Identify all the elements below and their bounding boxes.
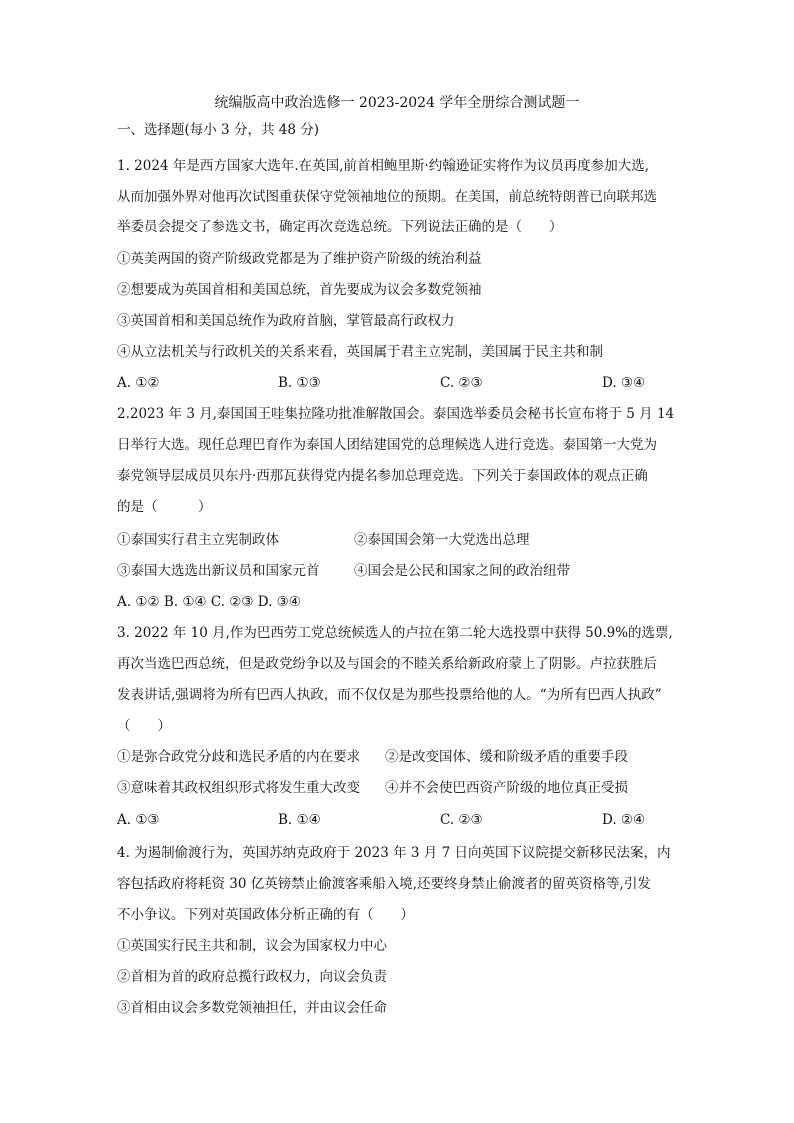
q1-stem-line: 举委员会提交了参选文书，确定再次竞选总统。下列说法正确的是（ ） (117, 219, 563, 235)
q3-stem-line: 3. 2022 年 10 月,作为巴西劳工党总统候选人的卢拉在第二轮大选投票中获得 50.9%的选票, (117, 625, 673, 641)
q2-stem-line: 泰党领导层成员贝东丹·西那瓦获得党内提名参加总理竞选。下列关于泰国政体的观点正确 (117, 468, 648, 484)
q4-statement: ②首相为首的政府总揽行政权力，向议会负责 (117, 969, 387, 985)
q3-stem-line: （ ） (117, 718, 171, 734)
section-heading: 一、选择题(每小 3 分，共 48 分) (117, 122, 319, 138)
q3-option-c: C. ②③ (440, 812, 483, 828)
q1-option-d: D. ③④ (602, 375, 646, 391)
q3-option-d: D. ②④ (602, 812, 646, 828)
q4-statement: ③首相由议会多数党领袖担任，并由议会任命 (117, 1000, 387, 1016)
q2-stem-line: 日举行大选。现任总理巴育作为泰国人团结建国党的总理候选人进行竞选。泰国第一大党为 (117, 437, 657, 453)
q1-option-a: A. ①② (117, 375, 160, 391)
q1-statement: ①英美两国的资产阶级政党都是为了维护资产阶级的统治利益 (117, 251, 482, 267)
q3-statement: ①是弥合政党分歧和选民矛盾的内在要求 (117, 749, 360, 765)
q2-statement: ④国会是公民和国家之间的政治纽带 (354, 563, 570, 579)
q3-statement: ③意味着其政权组织形式将发生重大改变 (117, 780, 360, 796)
q1-stem-line: 1. 2024 年是西方国家大选年.在英国,前首相鲍里斯·约翰逊证实将作为议员再度参加大选, (117, 158, 649, 174)
q1-statement: ④从立法机关与行政机关的关系来看，英国属于君主立宪制，美国属于民主共和制 (117, 344, 603, 360)
q1-option-c: C. ②③ (440, 375, 483, 391)
q3-option-a: A. ①③ (117, 812, 160, 828)
q1-stem-line: 从而加强外界对他再次试图重获保守党领袖地位的预期。在美国，前总统特朗普已向联邦选 (117, 189, 657, 205)
q2-answer-options: A. ①② B. ①④ C. ②③ D. ③④ (117, 594, 301, 610)
q1-statement: ③英国首相和美国总统作为政府首脑，掌管最高行政权力 (117, 313, 455, 329)
q2-statement: ③泰国大选选出新议员和国家元首 (117, 563, 320, 579)
q4-stem-line: 不小争议。下列对英国政体分析正确的有（ ） (117, 907, 414, 923)
q3-statement: ②是改变国体、缓和阶级矛盾的重要手段 (385, 749, 628, 765)
q1-statement: ②想要成为英国首相和美国总统，首先要成为议会多数党领袖 (117, 282, 482, 298)
q4-statement: ①英国实行民主共和制，议会为国家权力中心 (117, 938, 387, 954)
q4-stem-line: 4. 为遏制偷渡行为，英国苏纳克政府于 2023 年 3 月 7 日向英国下议院提交新移民法案，内 (117, 845, 671, 861)
q2-statement: ①泰国实行君主立宪制政体 (117, 532, 279, 548)
q2-stem-line: 2.2023 年 3 月,泰国国王哇集拉隆功批准解散国会。泰国选举委员会秘书长宣布将于 5 月 14 (117, 406, 675, 422)
q3-stem-line: 发表讲话,强调将为所有巴西人执政，而不仅仅是为那些投票给他的人。“为所有巴西人执政” (117, 687, 662, 703)
q2-stem-line: 的是（ ） (117, 499, 212, 515)
exam-title: 统编版高中政治选修一 2023-2024 学年全册综合测试题一 (214, 95, 580, 111)
q4-stem-line: 容包括政府将耗资 30 亿英镑禁止偷渡客乘船入境,还要终身禁止偷渡者的留英资格等,引发 (117, 876, 651, 892)
q3-statement: ④并不会使巴西资产阶级的地位真正受损 (385, 780, 628, 796)
q3-option-b: B. ①④ (278, 812, 321, 828)
q2-statement: ②泰国国会第一大党选出总理 (354, 532, 530, 548)
q1-option-b: B. ①③ (278, 375, 321, 391)
q3-stem-line: 再次当选巴西总统，但是政党纷争以及与国会的不睦关系给新政府蒙上了阴影。卢拉获胜后 (117, 656, 657, 672)
